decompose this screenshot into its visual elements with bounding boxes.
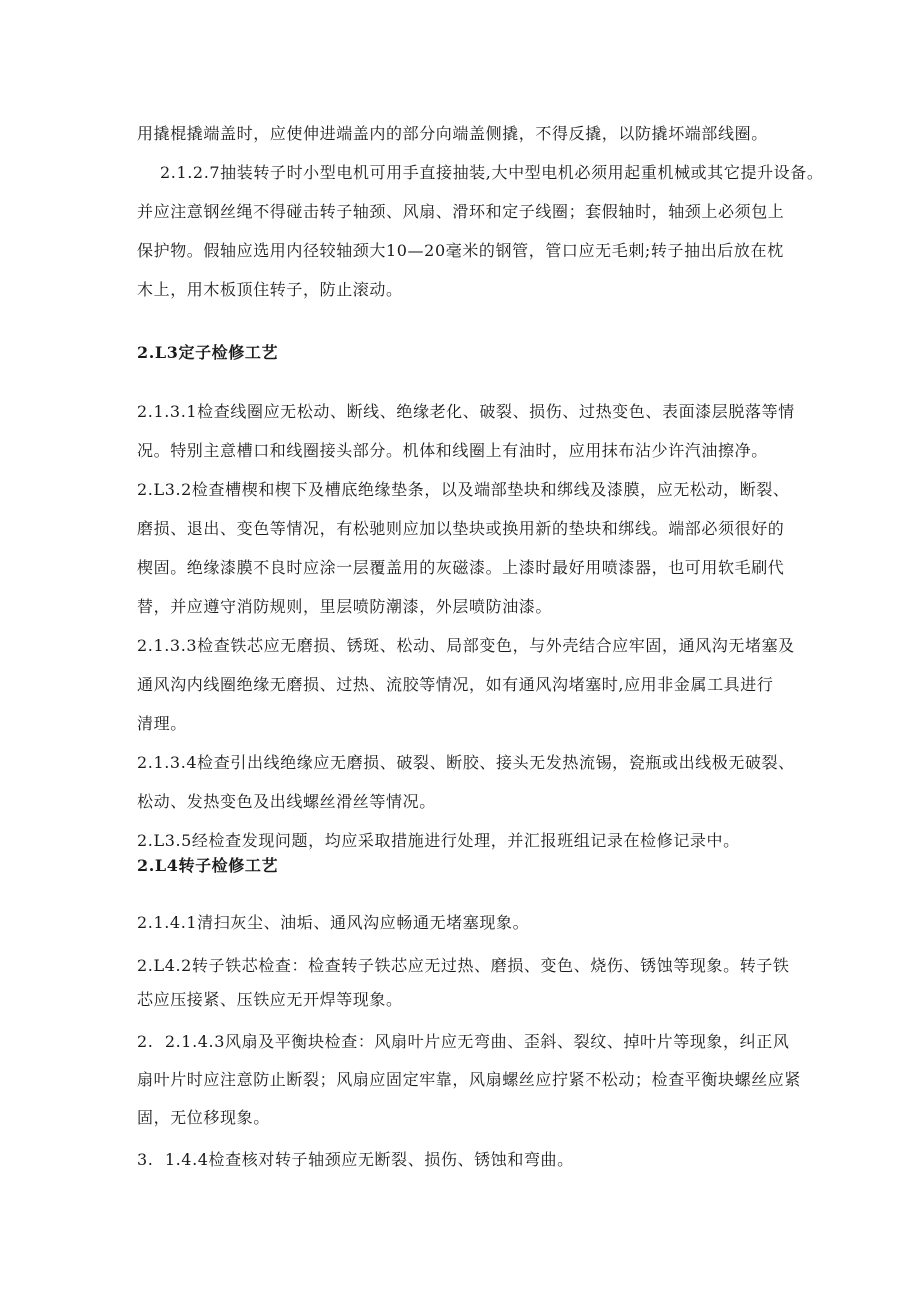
line-22: 芯应压接紧、压铁应无开焊等现象。 [137,990,403,1009]
line-13: 2.1.3.3检查铁芯应无磨损、锈斑、松动、局部变色，与外壳结合应牢固，通风沟无堵塞及 [137,636,795,655]
line-12: 替，并应遵守消防规则，里层喷防潮漆，外层喷防油漆。 [137,597,553,616]
section-heading-rotor: 2.L4转子检修工艺 [137,856,279,875]
line-17: 松动、发热变色及出线螺丝滑丝等情况。 [137,792,436,811]
line-10: 磨损、退出、变色等情况，有松驰则应加以垫块或换用新的垫块和绑线。端部必须很好的 [137,519,785,538]
line-14: 通风沟内线圈绝缘无磨损、过热、流胶等情况，如有通风沟堵塞时,应用非金属工具进行 [137,675,774,694]
line-03: 并应注意钢丝绳不得碰击转子轴颈、风扇、滑环和定子线圈；套假轴时，轴颈上必须包上 [137,202,785,221]
line-26: 3. 1.4.4检查核对转子轴颈应无断裂、损伤、锈蚀和弯曲。 [137,1150,574,1169]
section-heading-stator: 2.L3定子检修工艺 [137,343,279,362]
line-18: 2.L3.5经检查发现问题，均应采取措施进行处理，并汇报班组记录在检修记录中。 [137,831,740,850]
line-25: 固，无位移现象。 [137,1108,270,1127]
line-04: 保护物。假轴应选用内径较轴颈大10—20毫米的钢管，管口应无毛刺;转子抽出后放在枕 [137,241,784,260]
line-23: 2. 2.1.4.3风扇及平衡块检查：风扇叶片应无弯曲、歪斜、裂纹、掉叶片等现象，纠正风 [137,1032,790,1051]
line-01: 用撬棍撬端盖时，应使伸进端盖内的部分向端盖侧撬，不得反撬，以防撬坏端部线圈。 [137,124,768,143]
line-02: 2.1.2.7抽装转子时小型电机可用手直接抽装,大中型电机必须用起重机械或其它提升设备。 [160,163,824,182]
line-05: 木上，用木板顶住转子，防止滚动。 [137,280,403,299]
line-07: 2.1.3.1检查线圈应无松动、断线、绝缘老化、破裂、损伤、过热变色、表面漆层脱落等情 [137,402,795,421]
line-09: 2.L3.2检查槽楔和楔下及槽底绝缘垫条，以及端部垫块和绑线及漆膜，应无松动，断裂、 [137,480,790,499]
line-24: 扇叶片时应注意防止断裂；风扇应固定牢靠，风扇螺丝应拧紧不松动；检查平衡块螺丝应紧 [137,1070,802,1089]
line-15: 清理。 [137,714,187,733]
line-11: 楔固。绝缘漆膜不良时应涂一层覆盖用的灰磁漆。上漆时最好用喷漆器，也可用软毛刷代 [137,558,785,577]
line-20: 2.1.4.1清扫灰尘、油垢、通风沟应畅通无堵塞现象。 [137,913,530,932]
line-21: 2.L4.2转子铁芯检查：检查转子铁芯应无过热、磨损、变色、烧伤、锈蚀等现象。转子铁 [137,956,790,975]
line-08: 况。特别主意槽口和线圈接头部分。机体和线圈上有油时，应用抹布沾少许汽油擦净。 [137,441,768,460]
line-16: 2.1.3.4检查引出线绝缘应无磨损、破裂、断胶、接头无发热流锡，瓷瓶或出线极无破裂、 [137,753,795,772]
